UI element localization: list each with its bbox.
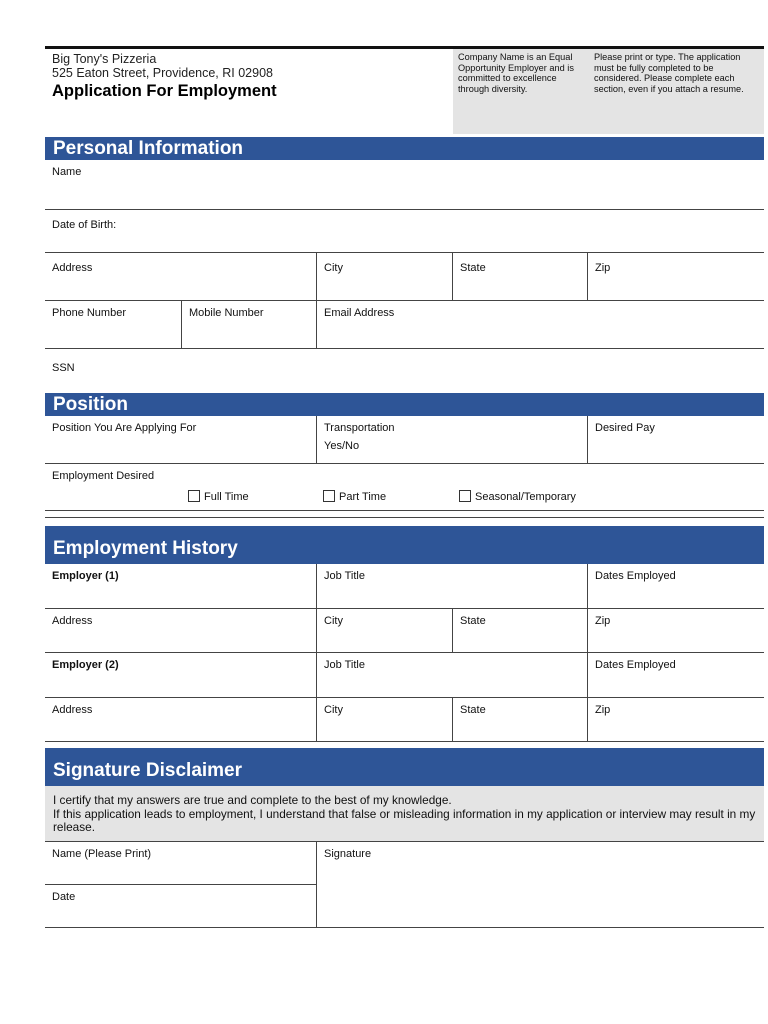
- employer1-zip-field[interactable]: [587, 609, 764, 652]
- part-time-checkbox[interactable]: [323, 490, 335, 502]
- desired-pay-label: Desired Pay: [595, 422, 655, 434]
- employer1-state-field[interactable]: [452, 609, 587, 652]
- state-field[interactable]: [452, 253, 587, 300]
- seasonal-option[interactable]: [459, 490, 576, 503]
- employer2-state-field[interactable]: [452, 698, 587, 741]
- section-signature-disclaimer: Signature Disclaimer: [45, 748, 764, 786]
- ssn-field[interactable]: [45, 349, 764, 393]
- full-time-checkbox[interactable]: [188, 490, 200, 502]
- company-name: Big Tony's Pizzeria: [52, 52, 157, 66]
- ssn-label: SSN: [52, 362, 75, 374]
- address-label: Address: [52, 262, 93, 274]
- employment-desired-label: Employment Desired: [52, 470, 155, 482]
- disclaimer-line-1: I certify that my answers are true and complete to the best of my knowledge.: [53, 793, 452, 807]
- phone-row: [45, 301, 764, 349]
- disclaimer-line-2: If this application leads to employment, I understand that false or misleading information in my application or interview may result in my release.: [53, 806, 756, 834]
- email-field[interactable]: [316, 301, 764, 348]
- name-row: [45, 160, 764, 210]
- dob-row: [45, 210, 764, 253]
- dob-label: Date of Birth:: [52, 219, 117, 231]
- employer2-dates-field[interactable]: [587, 653, 764, 697]
- employer2-address-field[interactable]: [45, 698, 316, 741]
- employer1-dates-field[interactable]: [587, 564, 764, 608]
- mobile-label: Mobile Number: [189, 307, 264, 319]
- employer2-city-label: City: [324, 704, 343, 716]
- position-applying-field[interactable]: [45, 416, 316, 463]
- employer1-city-label: City: [324, 615, 343, 627]
- email-label: Email Address: [324, 307, 395, 319]
- employer1-zip-label: Zip: [595, 615, 611, 627]
- instructions-note: Please print or type. The application must be fully completed to be considered. Please complete each section, even if you attach a resume.: [588, 49, 764, 134]
- mobile-field[interactable]: [181, 301, 316, 348]
- desired-pay-field[interactable]: [587, 416, 764, 463]
- employer1-field[interactable]: [45, 564, 316, 608]
- employer1-job-title-label: Job Title: [324, 570, 365, 582]
- full-time-option[interactable]: [188, 490, 249, 503]
- full-time-label: Full Time: [204, 491, 249, 503]
- city-label: City: [324, 262, 343, 274]
- ssn-row: [45, 349, 764, 393]
- section-position: Position: [45, 393, 764, 416]
- disclaimer-text: [45, 786, 764, 842]
- position-applying-label: Position You Are Applying For: [52, 422, 197, 434]
- city-field[interactable]: [316, 253, 452, 300]
- state-label: State: [460, 262, 486, 274]
- transportation-label: Transportation: [324, 422, 395, 434]
- dob-field[interactable]: [45, 210, 764, 252]
- transportation-options: Yes/No: [324, 440, 360, 452]
- employer1-job-title-field[interactable]: [316, 564, 587, 608]
- zip-label: Zip: [595, 262, 611, 274]
- print-name-label: Name (Please Print): [52, 847, 152, 860]
- name-label: Name: [52, 166, 82, 178]
- section-personal-information: Personal Information: [45, 137, 764, 160]
- employer2-state-label: State: [460, 704, 486, 716]
- employer2-job-title-field[interactable]: [316, 653, 587, 697]
- employer1-dates-label: Dates Employed: [595, 570, 676, 582]
- company-address: 525 Eaton Street, Providence, RI 02908: [52, 66, 273, 80]
- signature-row: [45, 842, 764, 928]
- section-employment-history: Employment History: [45, 526, 764, 564]
- phone-field[interactable]: [45, 301, 181, 348]
- seasonal-checkbox[interactable]: [459, 490, 471, 502]
- signature-field[interactable]: [316, 842, 764, 927]
- company-block: [52, 52, 277, 98]
- signature-label: Signature: [324, 847, 372, 860]
- employer2-label: Employer (2): [52, 659, 119, 671]
- employer2-dates-label: Dates Employed: [595, 659, 676, 671]
- employment-desired-row: [45, 464, 764, 508]
- employer2-address-row: [45, 698, 764, 742]
- address-field[interactable]: [45, 253, 316, 300]
- employer1-address-field[interactable]: [45, 609, 316, 652]
- employer1-state-label: State: [460, 615, 486, 627]
- employer2-zip-label: Zip: [595, 704, 611, 716]
- double-rule: [45, 510, 764, 518]
- transportation-field[interactable]: [316, 416, 587, 463]
- part-time-label: Part Time: [339, 491, 387, 503]
- print-name-field[interactable]: [45, 842, 316, 885]
- employer1-address-label: Address: [52, 615, 93, 627]
- employer2-row: [45, 653, 764, 698]
- address-row: [45, 253, 764, 301]
- eeo-note: Company Name is an Equal Opportunity Employer and is committed to excellence through diversity.: [453, 49, 588, 134]
- employer2-job-title-label: Job Title: [324, 659, 365, 671]
- employer2-city-field[interactable]: [316, 698, 452, 741]
- phone-label: Phone Number: [52, 307, 126, 319]
- employer1-city-field[interactable]: [316, 609, 452, 652]
- employer2-zip-field[interactable]: [587, 698, 764, 741]
- name-field[interactable]: [45, 160, 764, 209]
- application-form: [45, 46, 764, 928]
- part-time-option[interactable]: [323, 490, 386, 503]
- form-title: Application For Employment: [52, 82, 277, 100]
- employer1-address-row: [45, 609, 764, 653]
- date-label: Date: [52, 890, 76, 903]
- employer1-row: [45, 564, 764, 609]
- position-row: [45, 416, 764, 464]
- employer2-field[interactable]: [45, 653, 316, 697]
- employer1-label: Employer (1): [52, 570, 119, 582]
- date-field[interactable]: [45, 885, 316, 927]
- zip-field[interactable]: [587, 253, 764, 300]
- form-header: [45, 49, 764, 137]
- seasonal-label: Seasonal/Temporary: [475, 491, 576, 503]
- employer2-address-label: Address: [52, 704, 93, 716]
